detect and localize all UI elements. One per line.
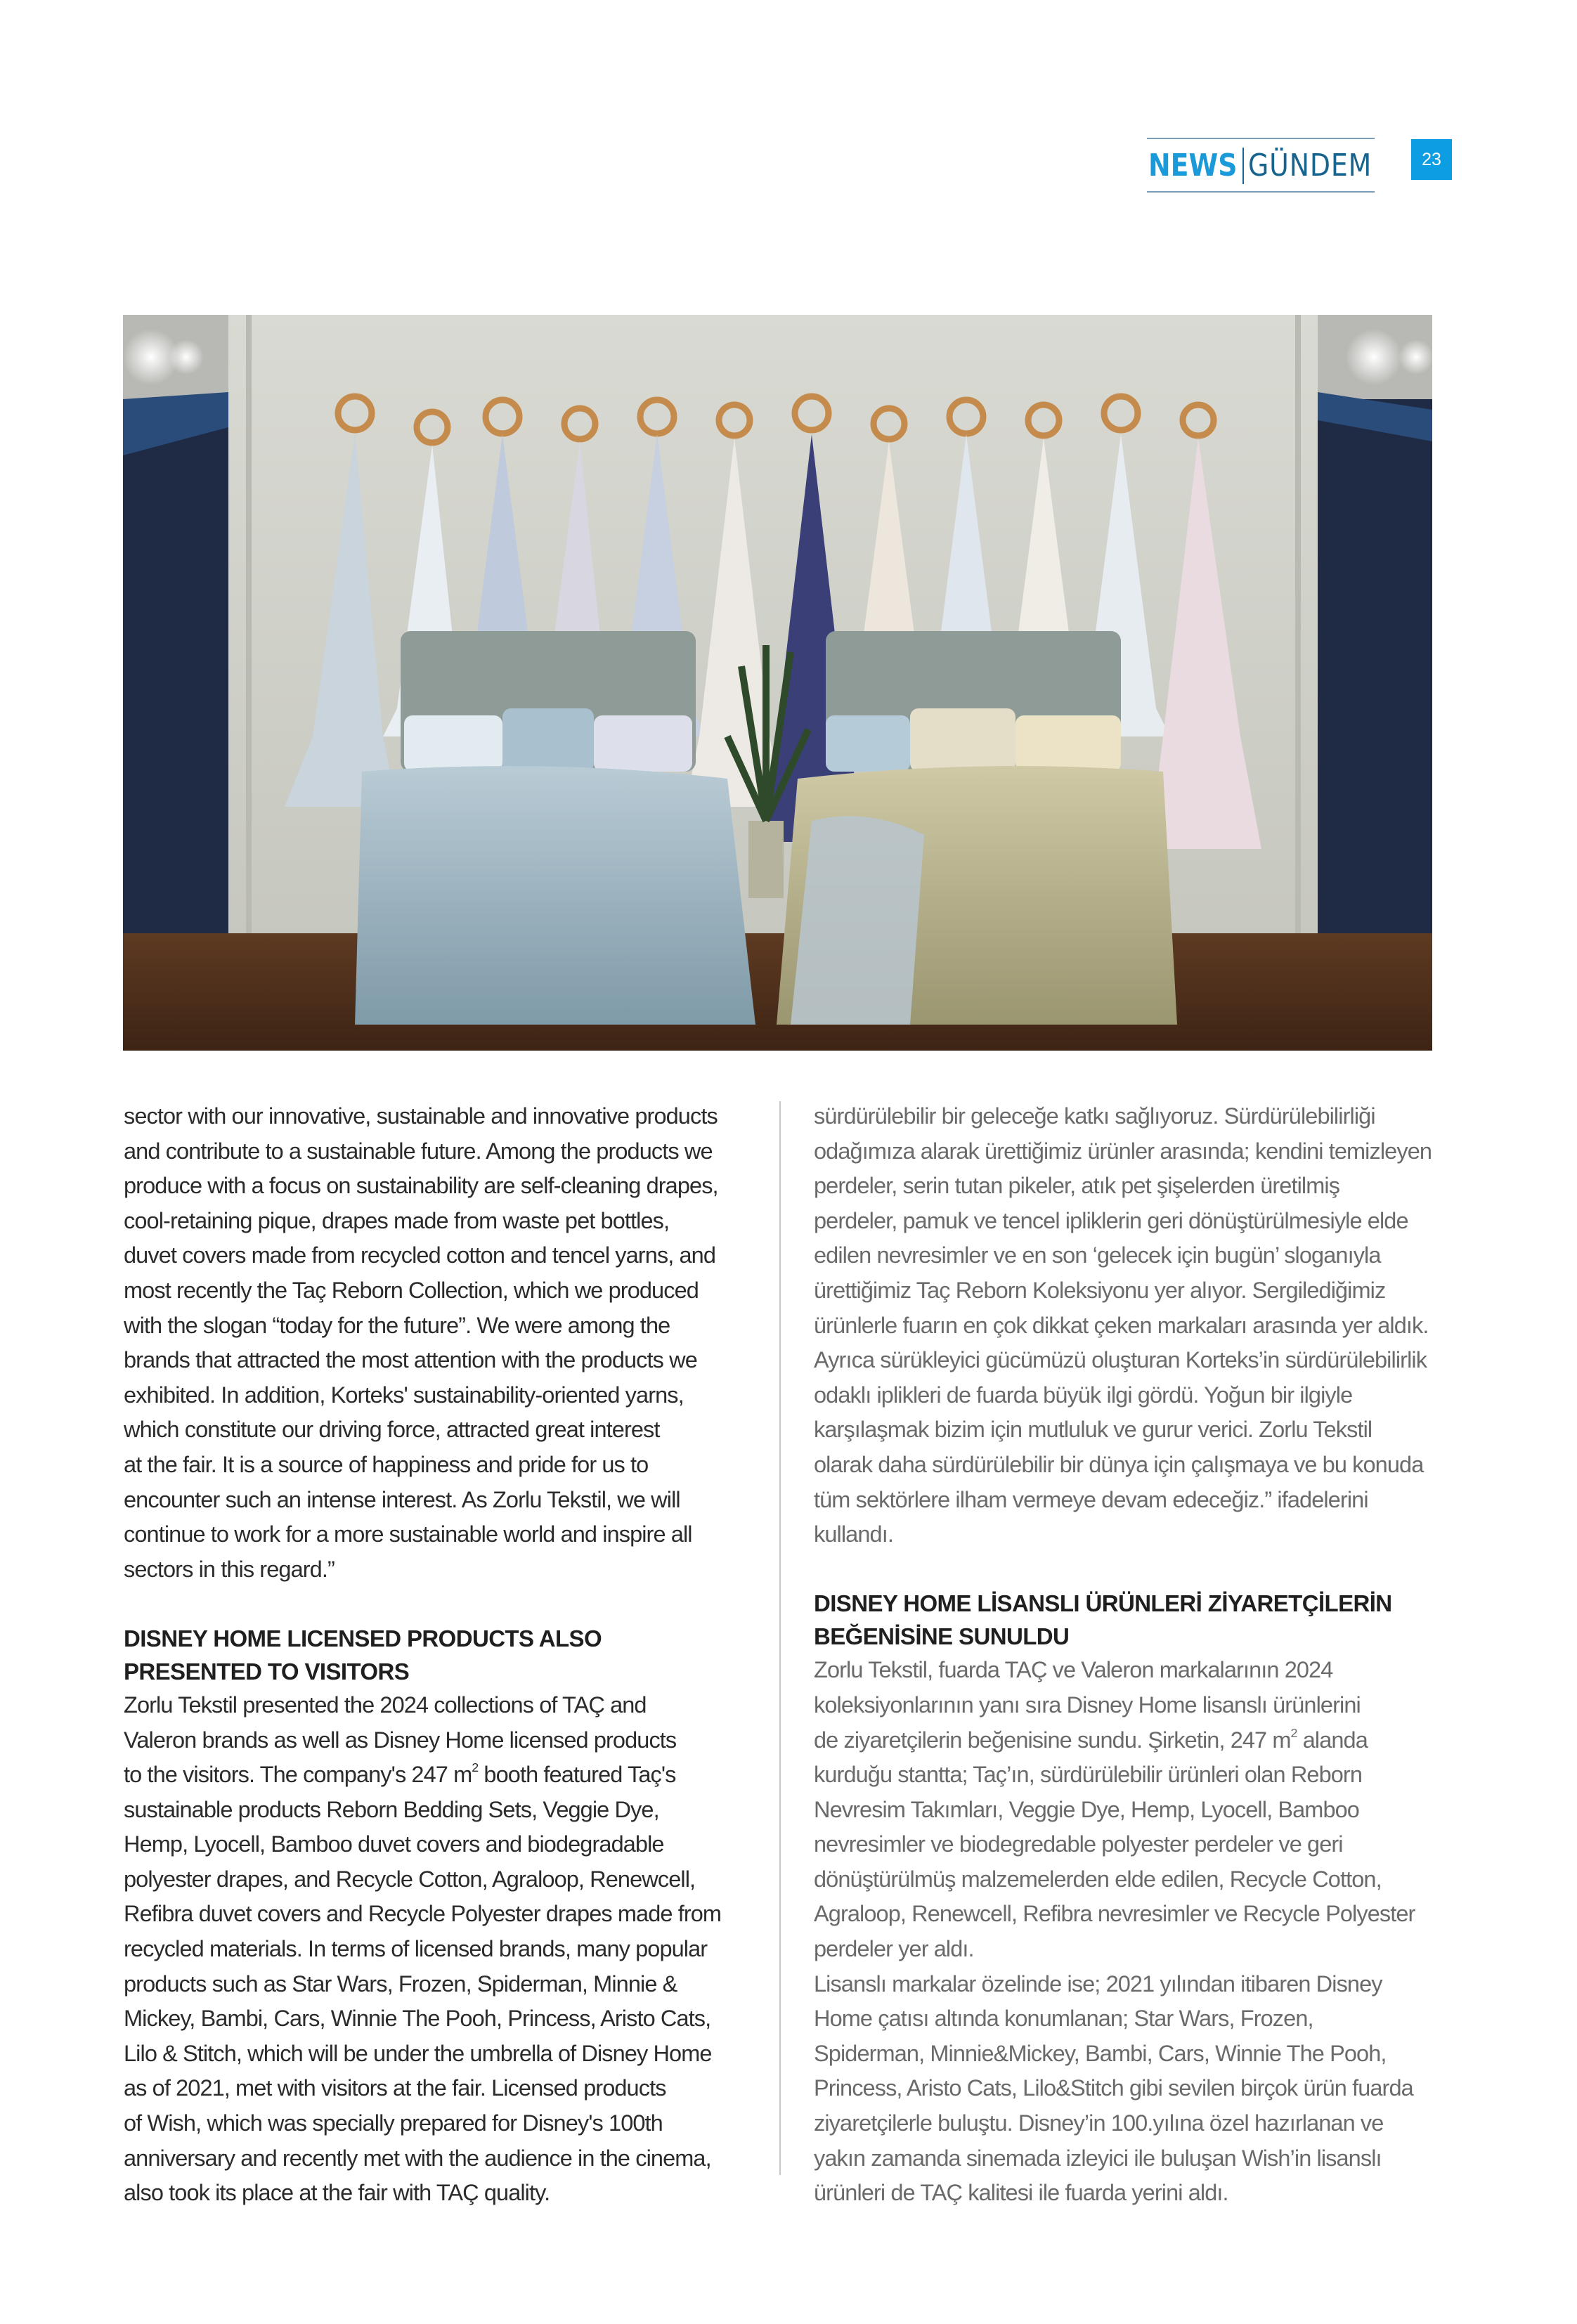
turkish-body-text-a: Zorlu Tekstil, fuarda TAÇ ve Valeron markalarının 2024 koleksiyonlarının yanı sıra Disney Home lisanslı ürünlerini de ziyaretçilerin beğenisine sundu. Şirketin, 247 m xyxy=(814,1657,1361,1753)
english-intro-paragraph: sector with our innovative, sustainable and innovative products and contribute to a sustainable future. Among the products we produce with a focus on sustainability are self-cleaning drapes, cool-retaining pique, drapes made from waste pet bottles, duvet covers made from recycled cotton and tencel yarns, and most recently the Taç Reborn Collection, which we produced with the slogan “today for the future”. We were among the brands that attracted the most attention with the products we exhibited. In addition, Korteks' sustainability-oriented yarns, which constitute our driving force, attracted great interest at the fair. It is a source of happiness and pride for us to encounter such an intense interest. As Zorlu Tekstil, we will continue to work for a more sustainable world and inspire all sectors in this regard.” xyxy=(124,1103,718,1582)
english-section-heading: DISNEY HOME LICENSED PRODUCTS ALSO PRESENTED TO VISITORS xyxy=(124,1625,602,1684)
superscript-2: 2 xyxy=(472,1760,479,1774)
turkish-licensed-paragraph: Lisanslı markalar özelinde ise; 2021 yılından itibaren Disney Home çatısı altında konumlanan; Star Wars, Frozen, Spiderman, Minnie&Mickey, Bambi, Cars, Winnie The Pooh, Princess, Aristo Cats, Lilo&Stitch gibi sevilen birçok ürün fuarda ziyaretçilerle buluştu. Disney’in 100.yılına özel hazırlanan ve yakın zamanda sinemada izleyici ile buluşan Wish’in lisanslı ürünleri de TAÇ kalitesi ile fuarda yerini aldı. xyxy=(814,1971,1413,2206)
turkish-intro-paragraph: sürdürülebilir bir geleceğe katkı sağlıyoruz. Sürdürülebilirliği odağımıza alarak ürettiğimiz ürünler arasında; kendini temizleyen perdeler, serin tutan pikeler, atık pet şişelerden üretilmiş perdeler, pamuk ve tencel ipliklerin geri dönüştürülmesiyle elde edilen nevresimler ve en son ‘gelecek için bugün’ sloganıyla ürettiğimiz Taç Reborn Koleksiyonu yer alıyor. Sergilediğimiz ürünlerle fuarın en çok dikkat çeken markaları arasında yer aldık. Ayrıca sürükleyici gücümüzü oluşturan Korteks’in sürdürülebilirlik odaklı iplikleri de fuarda büyük ilgi gördü. Yoğun bir ilgiyle karşılaşmak bizim için mutluluk ve gurur verici. Zorlu Tekstil olarak daha sürdürülebilir bir dünya için çalışmaya ve bu konuda tüm sektörlere ilham vermeye devam edeceğiz.” ifadelerini kullandı. xyxy=(814,1103,1432,1547)
turkish-body-text-b: alanda kurduğu stantta; Taç’ın, sürdürülebilir ürünleri olan Reborn Nevresim Takımları, Veggie Dye, Hemp, Lyocell, Bamboo nevresimler ve biodegredable polyester perdeler ve geri dönüştürülmüş malzemelerden elde edilen, Recycle Cotton, Agraloop, Renewcell, Refibra nevresimler ve Recycle Polyester perdeler yer aldı. xyxy=(814,1727,1415,1962)
turkish-body-paragraph xyxy=(814,1653,1453,1966)
turkish-section-heading: DISNEY HOME LİSANSLI ÜRÜNLERİ ZİYARETÇİLERİN BEĞENİSİNE SUNULDU xyxy=(814,1590,1392,1650)
english-body-text-b: booth featured Taç's sustainable products Reborn Bedding Sets, Veggie Dye, Hemp, Lyocell, Bamboo duvet covers and biodegradable polyester drapes, and Recycle Cotton, Agraloop, Renewcell, Refibra duvet covers and Recycle Polyester drapes made from recycled materials. In terms of licensed brands, many popular products such as Star Wars, Frozen, Spiderman, Minnie & Mickey, Bambi, Cars, Winnie The Pooh, Princess, Aristo Cats, Lilo & Stitch, which will be under the umbrella of Disney Home as of 2021, met with visitors at the fair. Licensed products of Wish, which was specially prepared for Disney's 100th anniversary and recently met with the audience in the cinema, also took its place at the fair with TAÇ quality. xyxy=(124,1762,722,2206)
photo-illustration xyxy=(123,315,1432,1051)
english-body-text-a: Zorlu Tekstil presented the 2024 collections of TAÇ and Valeron brands as well as Disney Home licensed products to the visitors. The company's 247 m xyxy=(124,1692,677,1788)
superscript-2: 2 xyxy=(1290,1725,1297,1740)
column-divider xyxy=(779,1101,781,2175)
header-separator xyxy=(1242,148,1244,184)
section-header xyxy=(1147,138,1375,193)
english-column xyxy=(124,1099,763,2211)
exhibition-photo xyxy=(123,315,1432,1051)
page-number-badge: 23 xyxy=(1411,139,1452,180)
section-label-en: NEWS xyxy=(1148,148,1238,183)
turkish-column xyxy=(814,1099,1453,2211)
section-label-tr: GÜNDEM xyxy=(1248,148,1372,183)
english-body-paragraph xyxy=(124,1688,763,2211)
